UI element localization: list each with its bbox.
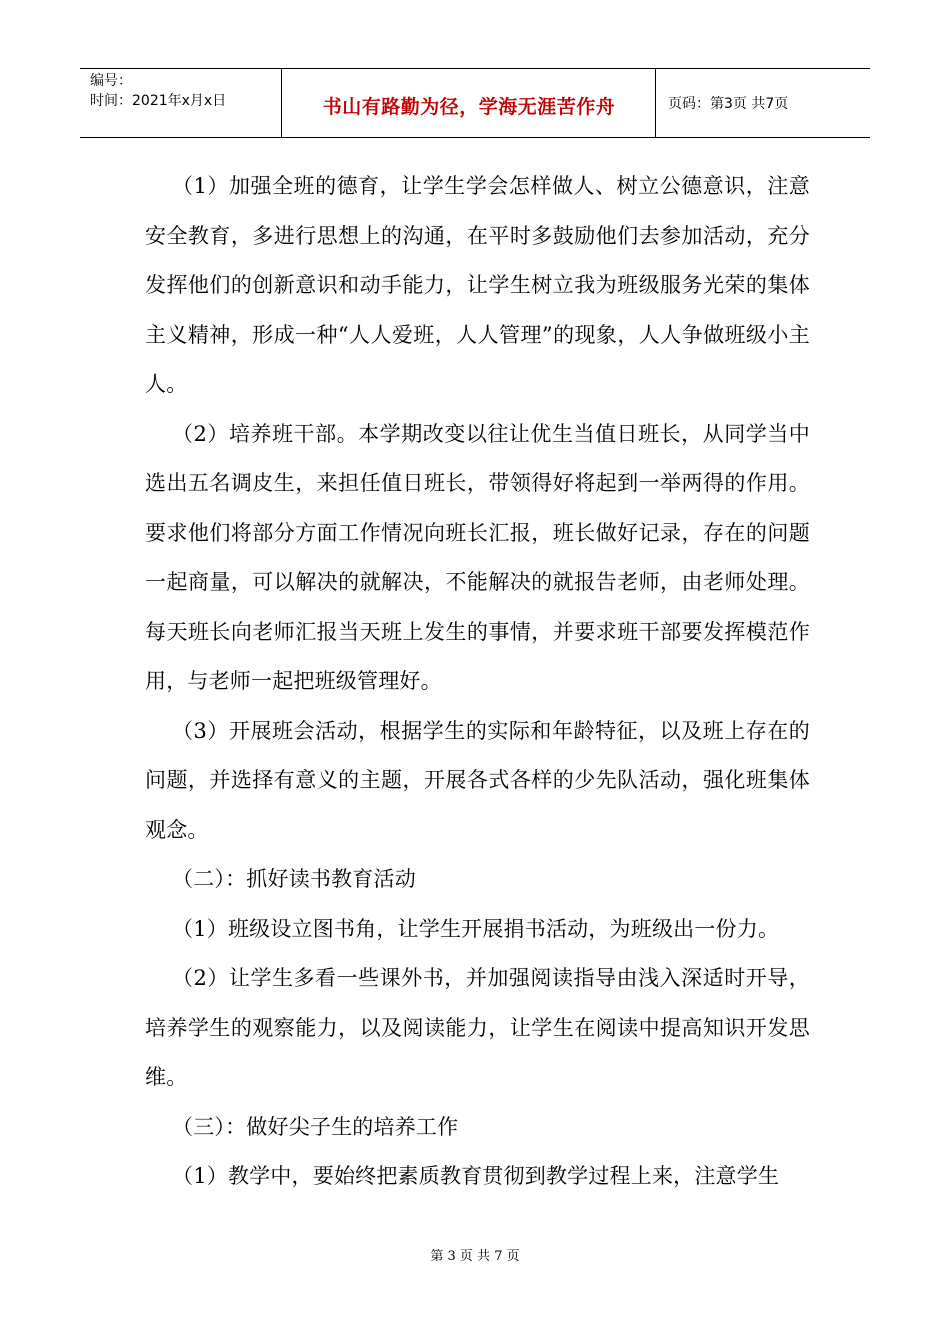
section-heading-reading: （二）：抓好读书教育活动 [172,867,416,891]
paragraph-quality-education: （1）教学中，要始终把素质教育贯彻到教学过程上来，注意学生 [172,1164,780,1188]
header-meta-cell [80,69,282,137]
header-page-cell [656,69,870,137]
paragraph-extracurricular-reading: （2）让学生多看一些课外书，并加强阅读指导由浅入深适时开导，培养学生的观察能力，以及阅读能力，让学生在阅读中提高知识开发思维。 [145,966,810,1089]
section-heading-top-students: （三）：做好尖子生的培养工作 [172,1114,459,1139]
document-date: 时间：2021年x月x日 [90,93,227,109]
paragraph-class-cadres: （2）培养班干部。本学期改变以往让优生当值日班长，从同学当中选出五名调皮生，来担任值日班长，带领得好将起到一举两得的作用。要求他们将部分方面工作情况向班长汇报，班长做好记录，存在的问题一起商量，可以解决的就解决，不能解决的就报告老师，由老师处理。每天班长向老师汇报当天班上发生的事情，并要求班干部要发挥模范作用，与老师一起把班级管理好。 [145,421,810,693]
header-page-info: 页码：第3页 共7页 [668,96,789,112]
paragraph-book-corner: （1）班级设立图书角，让学生开展捐书活动，为班级出一份力。 [172,916,780,941]
paragraph-moral-education: （1）加强全班的德育，让学生学会怎样做人、树立公德意识，注意安全教育，多进行思想上的沟通，在平时多鼓励他们去参加活动，充分发挥他们的创新意识和动手能力，让学生树立我为班级服务光荣的集体主义精神，形成一种“人人爱班，人人管理”的现象，人人争做班级小主人。 [145,174,810,396]
document-number-label: 编号： [90,73,132,89]
header-motto: 书山有路勤为径，学海无涯苦作舟 [322,96,616,118]
document-body [145,162,810,1202]
page-footer: 第 3 页 共 7 页 [430,1249,520,1264]
paragraph-class-meetings: （3）开展班会活动，根据学生的实际和年龄特征，以及班上存在的问题，并选择有意义的主题，开展各式各样的少先队活动，强化班集体观念。 [145,718,810,842]
header-motto-cell [282,69,656,137]
document-header [80,68,870,138]
